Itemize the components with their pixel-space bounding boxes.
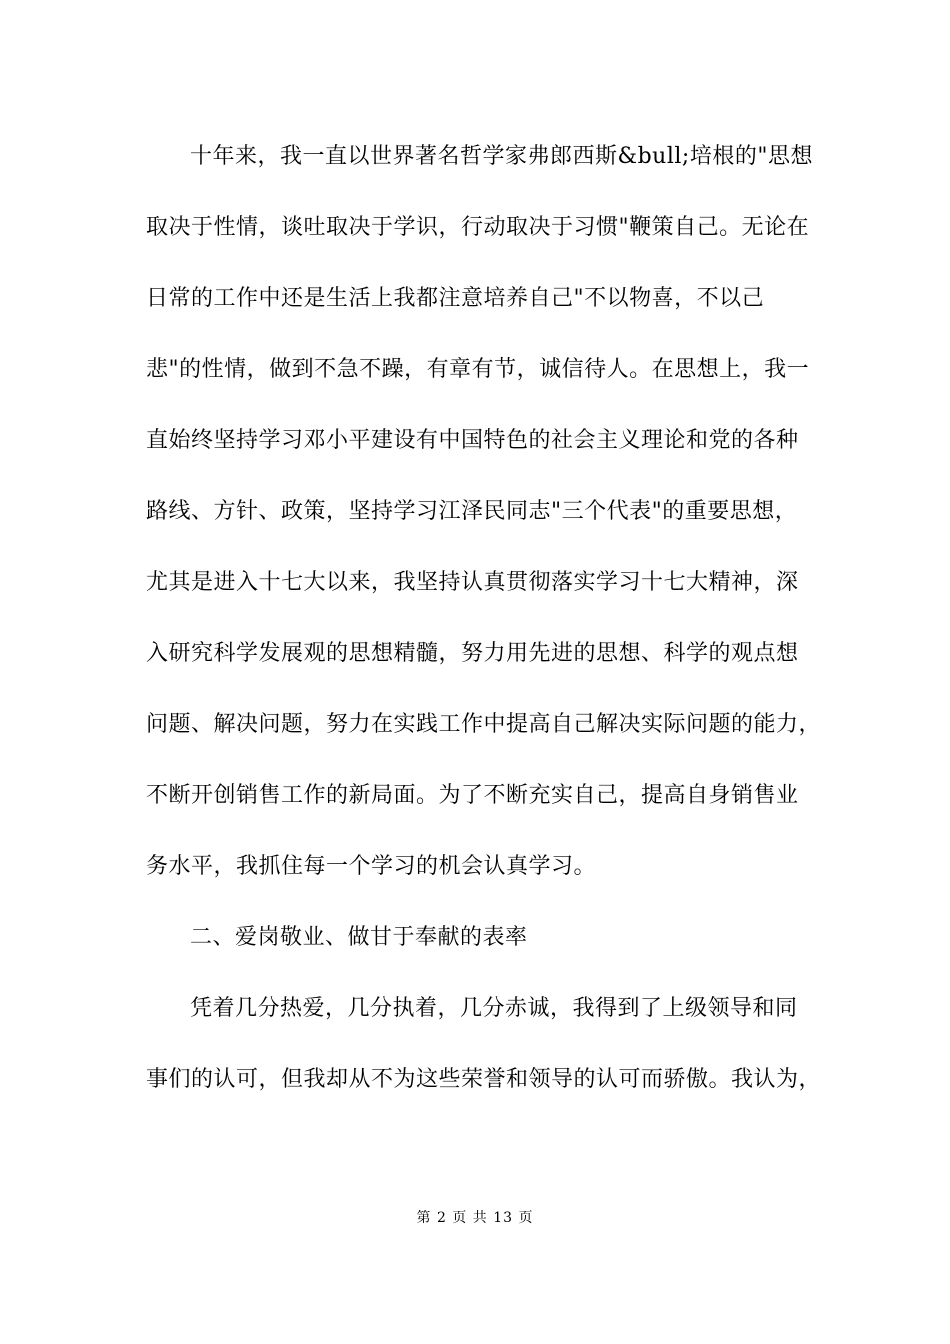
text-line: 务水平，我抓住每一个学习的机会认真学习。	[146, 854, 597, 879]
text-line: 日常的工作中还是生活上我都注意培养自己"不以物喜，不以己	[146, 286, 765, 311]
text-line: 事们的认可，但我却从不为这些荣誉和领导的认可而骄傲。我认为，	[146, 1067, 822, 1092]
text-line: 入研究科学发展观的思想精髓，努力用先进的思想、科学的观点想	[146, 641, 799, 666]
section-heading: 二、爱岗敬业、做甘于奉献的表率	[190, 925, 528, 950]
page-number-footer: 第 2 页 共 13 页	[416, 1210, 534, 1226]
text-line: 尤其是进入十七大以来，我坚持认真贯彻落实学习十七大精神，深	[146, 570, 799, 595]
text-line: 直始终坚持学习邓小平建设有中国特色的社会主义理论和党的各种	[146, 428, 799, 453]
text-line: 悲"的性情，做到不急不躁，有章有节，诚信待人。在思想上，我一	[146, 357, 810, 382]
text-line: 路线、方针、政策，坚持学习江泽民同志"三个代表"的重要思想，	[146, 499, 798, 524]
text-line: 不断开创销售工作的新局面。为了不断充实自己，提高自身销售业	[146, 783, 799, 808]
text-line: 问题、解决问题，努力在实践工作中提高自己解决实际问题的能力，	[146, 712, 822, 737]
text-line: 十年来，我一直以世界著名哲学家弗郎西斯&bull;培根的"思想	[190, 144, 813, 169]
text-line: 凭着几分热爱，几分执着，几分赤诚，我得到了上级领导和同	[190, 996, 798, 1021]
text-line: 取决于性情，谈吐取决于学识，行动取决于习惯"鞭策自己。无论在	[146, 215, 810, 240]
